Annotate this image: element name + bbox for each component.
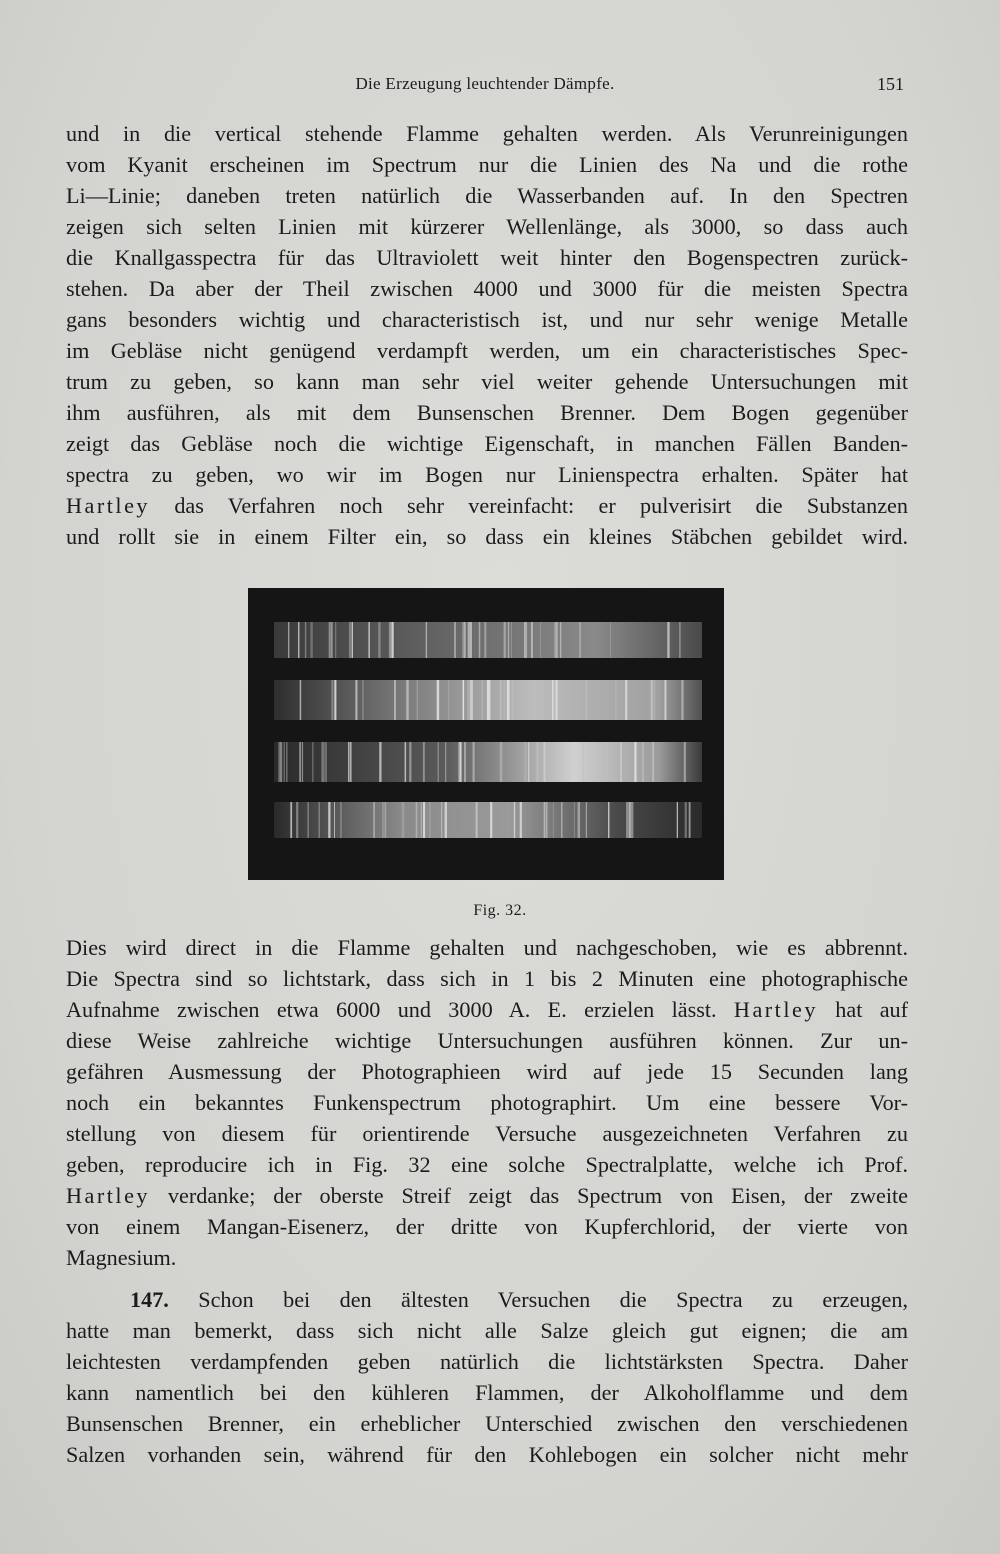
spectral-line: [299, 742, 300, 782]
spectral-line: [421, 802, 422, 838]
text-line: stellung von diesem für orientirende Versuche ausgezeichneten Verfahren zu: [66, 1121, 908, 1146]
spectral-line: [405, 742, 407, 782]
spectral-line: [490, 802, 492, 838]
spectrum-strip-copper-chloride: [274, 742, 702, 782]
spectral-line: [654, 680, 656, 720]
figure-caption: Fig. 32.: [473, 902, 527, 919]
spectral-line: [305, 622, 306, 658]
text-line: diese Weise zahlreiche wichtige Untersuchungen ausführen können. Zur un-: [66, 1028, 908, 1053]
text-line: im Gebläse nicht genügend verdampft werden, um ein characteristisches Spec-: [66, 338, 908, 363]
spectral-line: [368, 622, 370, 658]
spectral-line: [467, 680, 469, 720]
spectral-line: [546, 802, 548, 838]
spectrum-strip-magnesium: [274, 802, 702, 838]
spectral-plate-image: [248, 588, 724, 880]
spectral-line: [470, 680, 472, 720]
spectral-line: [329, 622, 331, 658]
text-fragment: Schon bei den ältesten Versuchen die Spectra zu erzeugen,: [168, 1287, 908, 1312]
spectral-line: [553, 802, 554, 838]
spectral-line: [284, 742, 285, 782]
spectral-line: [667, 622, 669, 658]
spectral-line: [524, 742, 526, 782]
spectral-line: [531, 622, 533, 658]
spectral-line: [556, 680, 558, 720]
spectral-line: [473, 742, 474, 782]
spectral-line: [458, 742, 460, 782]
spectral-line: [479, 622, 481, 658]
spectral-line: [500, 742, 503, 782]
section-147: [66, 1284, 908, 1470]
spectral-line: [429, 802, 430, 838]
spectral-line: [482, 680, 483, 720]
spectral-line: [677, 802, 678, 838]
spectral-line: [520, 802, 522, 838]
spectral-line: [684, 742, 686, 782]
spectral-line: [348, 742, 349, 782]
spectral-line: [355, 680, 357, 720]
spectral-line: [507, 680, 510, 720]
running-title: Die Erzeugung leuchtender Dämpfe.: [355, 74, 615, 93]
spectral-line: [385, 802, 387, 838]
spectral-line: [514, 802, 515, 838]
spectral-line: [652, 742, 654, 782]
spectral-line: [555, 622, 557, 658]
spectral-line: [544, 742, 546, 782]
spectral-line: [561, 802, 562, 838]
spectral-line: [373, 802, 375, 838]
spectral-line: [302, 742, 303, 782]
spectral-line: [423, 742, 425, 782]
text-line: hatte man bemerkt, dass sich nicht alle Salze gleich gut eignen; die am: [66, 1318, 908, 1343]
spectral-line: [526, 622, 528, 658]
spectral-line: [323, 742, 325, 782]
spectral-line: [504, 622, 506, 658]
spectral-line: [334, 680, 336, 720]
text-line: ihm ausführen, als mit dem Bunsenschen Brenner. Dem Bogen gegenüber: [66, 400, 908, 425]
spectral-line: [464, 742, 466, 782]
spectral-line: [679, 622, 680, 658]
spectral-line: [555, 680, 556, 720]
text-line: kann namentlich bei den kühleren Flammen, der Alkoholflamme und dem: [66, 1380, 908, 1405]
spectral-line: [390, 622, 393, 658]
spectral-line: [334, 802, 335, 838]
spectral-line: [331, 680, 333, 720]
spectral-line: [552, 680, 554, 720]
spectral-line: [389, 622, 390, 658]
text-line: [66, 490, 908, 521]
spectral-line: [379, 742, 382, 782]
text-line: geben, reproducire ich in Fig. 32 eine solche Spectralplatte, welche ich Prof.: [66, 1152, 908, 1177]
spectral-line: [500, 680, 502, 720]
spectral-line: [280, 742, 283, 782]
spectral-line: [406, 680, 408, 720]
spectral-line: [528, 742, 529, 782]
spectral-line: [682, 680, 684, 720]
text-line: zeigen sich selten Linien mit kürzerer Wellenlänge, als 3000, so dass auch: [66, 214, 908, 239]
spectral-line: [437, 680, 440, 720]
spectral-line: [325, 742, 326, 782]
spectral-line: [438, 742, 439, 782]
spectral-line: [486, 622, 487, 658]
spectral-line: [350, 622, 353, 658]
spectral-line: [574, 802, 575, 838]
text-line: zeigt das Gebläse noch die wichtige Eigenschaft, in manchen Fällen Banden-: [66, 431, 908, 456]
spectral-line: [615, 680, 617, 720]
spectral-line: [319, 802, 320, 838]
text-line: spectra zu geben, wo wir im Bogen nur Linienspectra erhalten. Später hat: [66, 462, 908, 487]
spectral-line: [629, 802, 631, 838]
text-line: von einem Mangan-Eisenerz, der dritte von Kupferchlorid, der vierte von: [66, 1214, 908, 1239]
spectral-line: [665, 680, 667, 720]
spectral-line: [608, 802, 609, 838]
spectral-line: [349, 622, 350, 658]
spectral-line: [524, 622, 526, 658]
spectral-line: [310, 622, 312, 658]
text-line: gefähren Ausmessung der Photographieen wird auf jede 15 Secunden lang: [66, 1059, 908, 1084]
spectral-line: [335, 622, 336, 658]
spectral-line: [579, 622, 581, 658]
spectral-line: [300, 680, 302, 720]
spectral-line: [308, 802, 309, 838]
spectral-line: [423, 802, 425, 838]
spectral-line: [286, 742, 287, 782]
spectral-line: [378, 622, 380, 658]
spectral-line: [416, 802, 418, 838]
spectral-line: [278, 742, 280, 782]
spectral-line: [448, 680, 449, 720]
spectral-line: [321, 742, 323, 782]
spectral-line: [340, 802, 341, 838]
spectral-line: [417, 680, 418, 720]
spectral-line: [508, 622, 509, 658]
spectral-line: [402, 802, 405, 838]
spectral-line: [688, 802, 691, 838]
author-name-hartley: Hartley: [66, 1183, 151, 1208]
spectral-line: [288, 622, 289, 658]
text-fragment: hat auf: [835, 997, 908, 1022]
spectral-line: [538, 742, 539, 782]
text-line: Salzen vorhanden sein, während für den Kohlebogen ein solcher nicht mehr: [66, 1442, 908, 1467]
text-line: gans besonders wichtig und characteristisch ist, und nur sehr wenige Metalle: [66, 307, 908, 332]
spectral-plate-figure: [248, 588, 724, 880]
spectral-line: [625, 680, 627, 720]
running-head: [66, 74, 904, 100]
spectral-line: [578, 802, 580, 838]
paragraph-2: [66, 932, 908, 1273]
spectral-line: [634, 742, 636, 782]
spectral-line: [349, 742, 351, 782]
spectral-line: [620, 742, 622, 782]
spectral-line: [409, 742, 411, 782]
text-line: Magnesium.: [66, 1245, 177, 1270]
text-line: und rollt sie in einem Filter ein, so dass ein kleines Stäbchen gebildet wird.: [66, 524, 908, 549]
text-line: noch ein bekanntes Funkenspectrum photographirt. Um eine bessere Vor-: [66, 1090, 908, 1115]
paragraph-1: [66, 118, 908, 552]
spectral-line: [426, 622, 427, 658]
spectral-line: [582, 742, 583, 782]
text-fragment: das Verfahren noch sehr vereinfacht: er pulverisirt die Substanzen: [150, 493, 908, 518]
text-line: die Knallgasspectra für das Ultraviolett weit hinter den Bogenspectren zurück-: [66, 245, 908, 270]
spectral-line: [328, 802, 330, 838]
spectral-line: [489, 680, 491, 720]
text-line: vom Kyanit erscheinen im Spectrum nur die Linien des Na und die rothe: [66, 152, 908, 177]
text-fragment: verdanke; der oberste Streif zeigt das Spectrum von Eisen, der zweite: [150, 1183, 908, 1208]
spectral-line: [362, 680, 364, 720]
spectral-line: [631, 802, 634, 838]
text-fragment: Aufnahme zwischen etwa 6000 und 3000 A. E. erzielen lässt.: [66, 997, 717, 1022]
spectral-line: [642, 742, 644, 782]
text-line: leichtesten verdampfenden geben natürlich die lichtstärksten Spectra. Daher: [66, 1349, 908, 1374]
spectral-line: [536, 742, 538, 782]
section-number: 147.: [130, 1287, 169, 1312]
author-name-hartley: Hartley: [733, 997, 818, 1022]
spectral-line: [290, 802, 292, 838]
text-line: Li—Linie; daneben treten natürlich die Wasserbanden auf. In den Spectren: [66, 183, 908, 208]
text-line: [66, 1284, 908, 1315]
text-line: und in die vertical stehende Flamme gehalten werden. Als Verunreinigungen: [66, 121, 908, 146]
spectral-line: [312, 742, 313, 782]
spectral-line: [331, 622, 333, 658]
spectral-line: [544, 802, 545, 838]
text-line: Bunsenschen Brenner, ein erheblicher Unterschied zwischen den verschiedenen: [66, 1411, 908, 1436]
spectral-line: [504, 680, 505, 720]
spectral-line: [685, 802, 687, 838]
spectral-line: [651, 680, 652, 720]
spectral-line: [560, 622, 561, 658]
spectral-line: [543, 742, 545, 782]
spectral-line: [487, 680, 489, 720]
spectral-line: [441, 802, 442, 838]
spectral-line: [463, 680, 464, 720]
spectral-line: [540, 622, 541, 658]
spectral-line: [296, 802, 298, 838]
spectral-line: [298, 622, 300, 658]
text-line: Die Spectra sind so lichtstark, dass sich in 1 bis 2 Minuten eine photographische: [66, 966, 908, 991]
spectral-line: [626, 802, 629, 838]
spectral-line: [454, 622, 456, 658]
spectral-line: [445, 742, 446, 782]
author-name-hartley: Hartley: [66, 493, 151, 518]
text-line: [66, 994, 908, 1025]
spectral-line: [462, 622, 464, 658]
spectral-line: [476, 802, 478, 838]
spectral-line: [382, 802, 384, 838]
spectral-line: [586, 680, 588, 720]
spectral-line: [470, 622, 472, 658]
text-line: Dies wird direct in die Flamme gehalten und nachgeschoben, wie es abbrennt.: [66, 935, 908, 960]
spectral-line: [468, 622, 470, 658]
text-line: trum zu geben, so kann man sehr viel weiter gehende Untersuchungen mit: [66, 369, 908, 394]
spectral-line: [512, 680, 514, 720]
page-number: 151: [877, 74, 904, 94]
spectral-line: [394, 680, 396, 720]
spectral-line: [511, 622, 512, 658]
spectral-line: [606, 742, 608, 782]
spectral-line: [610, 622, 611, 658]
spectrum-strip-iron: [274, 622, 702, 658]
text-line: [66, 1180, 908, 1211]
text-line: stehen. Da aber der Theil zwischen 4000 und 3000 für die meisten Spectra: [66, 276, 908, 301]
spectral-line: [445, 802, 447, 838]
spectral-line: [586, 802, 587, 838]
spectral-line: [554, 622, 555, 658]
spectral-line: [534, 680, 536, 720]
